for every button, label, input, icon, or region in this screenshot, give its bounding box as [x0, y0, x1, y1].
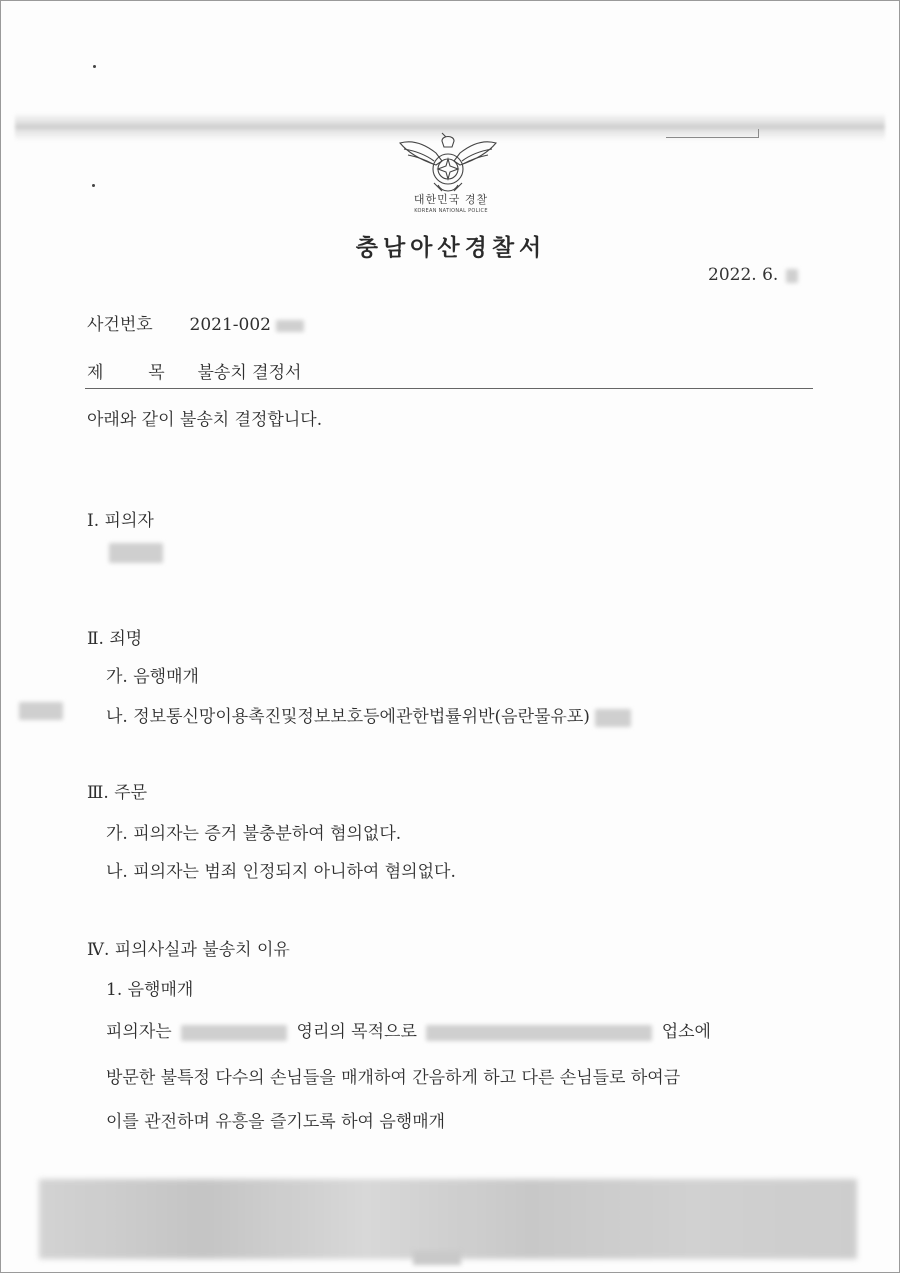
section-3-heading: Ⅲ. 주문 — [87, 783, 148, 803]
title-label-1: 제 — [87, 363, 104, 383]
charge-item-2: 나. 정보통신망이용촉진및정보보호등에관한법률위반(음란물유포) — [106, 707, 590, 727]
org-name-english: KOREAN NATIONAL POLICE — [414, 208, 488, 214]
scan-mark-tick — [758, 129, 759, 138]
intro-text: 아래와 같이 불송치 결정합니다. — [87, 410, 323, 430]
section-4-heading: Ⅳ. 피의사실과 불송치 이유 — [87, 940, 290, 960]
title-value: 불송치 결정서 — [197, 363, 302, 383]
facts-line-3: 이를 관전하며 유흥을 즐기도록 하여 음행매개 — [106, 1112, 446, 1132]
header-divider — [85, 388, 813, 389]
charge-item-1: 가. 음행매개 — [106, 667, 199, 687]
scan-mark — [666, 137, 758, 138]
case-number-row — [87, 310, 304, 335]
redacted-charge-suffix — [595, 709, 631, 727]
order-item-2: 나. 피의자는 범죄 인정되지 아니하여 혐의없다. — [106, 862, 456, 882]
scan-speck — [92, 184, 95, 187]
date-text: 2022. 6. — [708, 265, 779, 285]
org-name-korean: 대한민국 경찰 — [413, 193, 489, 206]
facts-line-1-a: 피의자는 — [106, 1022, 172, 1042]
redacted-day — [786, 269, 798, 283]
facts-line-1 — [106, 1017, 711, 1042]
facts-line-1-c: 업소에 — [661, 1022, 711, 1042]
order-item-1: 가. 피의자는 증거 불충분하여 혐의없다. — [106, 824, 402, 844]
facts-line-1-b: 영리의 목적으로 — [296, 1022, 417, 1042]
case-number-value: 2021-002 — [189, 315, 271, 335]
case-number-label: 사건번호 — [87, 315, 153, 335]
title-label-2: 목 — [148, 363, 165, 383]
police-emblem-icon — [396, 131, 500, 197]
section-2-heading: Ⅱ. 죄명 — [87, 629, 143, 649]
facts-line-2: 방문한 불특정 다수의 손님들을 매개하여 간음하게 하고 다른 손님들로 하여금 — [106, 1068, 681, 1088]
charge-item-2-row — [106, 702, 631, 727]
scan-speck — [93, 65, 96, 68]
redacted-case-number — [276, 320, 304, 332]
section-1-heading: Ⅰ. 피의자 — [87, 511, 154, 531]
redacted-margin-note — [19, 702, 63, 720]
title-row — [87, 358, 301, 383]
redacted-business-name — [426, 1025, 652, 1041]
police-station-title: 충남아산경찰서 — [355, 234, 547, 261]
document-date — [708, 265, 798, 285]
redacted-page-number — [413, 1251, 461, 1265]
redacted-date-place — [181, 1025, 287, 1041]
facts-subheading: 1. 음행매개 — [106, 980, 194, 1000]
redacted-bottom-block — [39, 1179, 857, 1259]
redacted-suspect-name — [109, 543, 163, 563]
